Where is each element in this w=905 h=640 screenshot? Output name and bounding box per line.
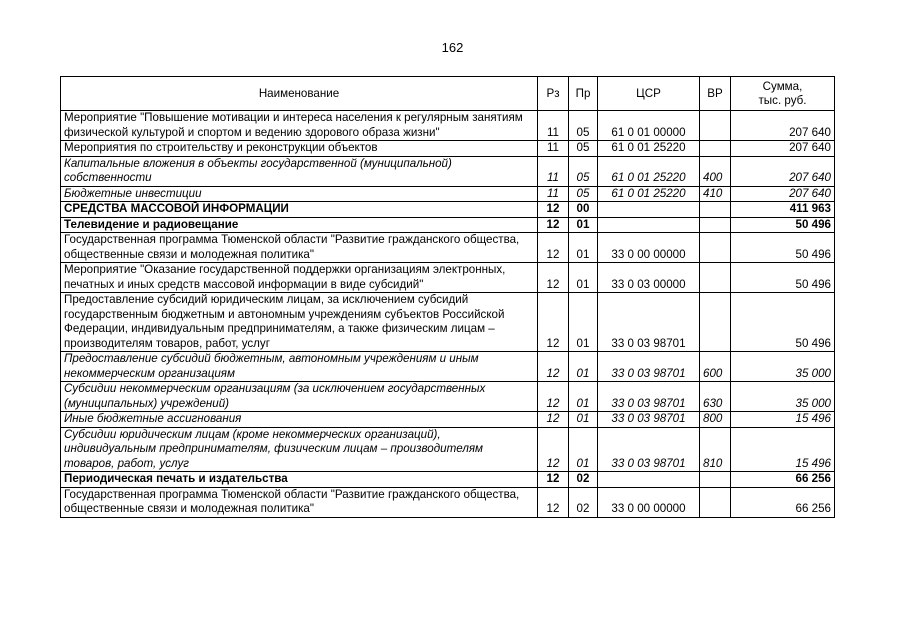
cell-name: Субсидии юридическим лицам (кроме некоммерческих организаций), индивидуальным предпринимателям, физическим лицам – производителям товаров, работ, услуг <box>61 427 538 472</box>
cell-rz: 12 <box>538 412 569 428</box>
cell-name: Бюджетные инвестиции <box>61 186 538 202</box>
table-row <box>61 186 835 202</box>
cell-pr: 00 <box>569 202 598 218</box>
cell-amount: 35 000 <box>731 382 835 412</box>
table-row <box>61 202 835 218</box>
cell-rz: 12 <box>538 217 569 233</box>
cell-vr <box>700 141 731 157</box>
header-vr: ВР <box>700 77 731 111</box>
cell-name: Государственная программа Тюменской области "Развитие гражданского общества, общественные связи и молодежная политика" <box>61 233 538 263</box>
cell-vr <box>700 111 731 141</box>
cell-name: Субсидии некоммерческим организациям (за исключением государственных (муниципальных) учреждений) <box>61 382 538 412</box>
cell-rz: 12 <box>538 263 569 293</box>
cell-csr: 33 0 03 98701 <box>598 293 700 352</box>
table-row <box>61 217 835 233</box>
cell-amount: 207 640 <box>731 111 835 141</box>
table-row <box>61 293 835 352</box>
cell-csr: 61 0 01 00000 <box>598 111 700 141</box>
cell-csr: 33 0 03 00000 <box>598 263 700 293</box>
cell-name: Капитальные вложения в объекты государственной (муниципальной) собственности <box>61 156 538 186</box>
cell-csr <box>598 472 700 488</box>
table-row <box>61 233 835 263</box>
cell-pr: 05 <box>569 141 598 157</box>
cell-pr: 01 <box>569 412 598 428</box>
table-row <box>61 156 835 186</box>
cell-csr: 61 0 01 25220 <box>598 186 700 202</box>
cell-amount: 15 496 <box>731 412 835 428</box>
cell-amount: 50 496 <box>731 233 835 263</box>
cell-rz: 11 <box>538 186 569 202</box>
cell-rz: 11 <box>538 141 569 157</box>
cell-vr <box>700 233 731 263</box>
cell-name: Предоставление субсидий бюджетным, автономным учреждениям и иным некоммерческим организациям <box>61 352 538 382</box>
page-number: 162 <box>441 40 464 55</box>
cell-csr: 61 0 01 25220 <box>598 141 700 157</box>
cell-amount: 207 640 <box>731 141 835 157</box>
cell-csr: 33 0 00 00000 <box>598 233 700 263</box>
cell-name: Телевидение и радиовещание <box>61 217 538 233</box>
cell-rz: 12 <box>538 472 569 488</box>
cell-pr: 01 <box>569 233 598 263</box>
cell-rz: 12 <box>538 352 569 382</box>
budget-table <box>60 76 835 518</box>
cell-amount: 66 256 <box>731 487 835 517</box>
cell-name: Государственная программа Тюменской области "Развитие гражданского общества, общественные связи и молодежная политика" <box>61 487 538 517</box>
cell-pr: 05 <box>569 186 598 202</box>
header-rz: Рз <box>538 77 569 111</box>
table-row <box>61 412 835 428</box>
cell-name: Иные бюджетные ассигнования <box>61 412 538 428</box>
cell-csr <box>598 217 700 233</box>
table-row <box>61 382 835 412</box>
cell-amount: 50 496 <box>731 293 835 352</box>
cell-vr: 600 <box>700 352 731 382</box>
cell-csr <box>598 202 700 218</box>
cell-pr: 01 <box>569 217 598 233</box>
cell-pr: 05 <box>569 111 598 141</box>
table-row <box>61 487 835 517</box>
cell-name: Мероприятия по строительству и реконструкции объектов <box>61 141 538 157</box>
table-header-row <box>61 77 835 111</box>
cell-vr: 410 <box>700 186 731 202</box>
cell-amount: 207 640 <box>731 186 835 202</box>
header-amount: Сумма, тыс. руб. <box>731 77 835 111</box>
table-row <box>61 111 835 141</box>
cell-amount: 207 640 <box>731 156 835 186</box>
cell-csr: 33 0 03 98701 <box>598 412 700 428</box>
cell-rz: 12 <box>538 293 569 352</box>
table-row <box>61 141 835 157</box>
cell-csr: 33 0 03 98701 <box>598 427 700 472</box>
cell-csr: 33 0 00 00000 <box>598 487 700 517</box>
header-name: Наименование <box>61 77 538 111</box>
cell-rz: 12 <box>538 382 569 412</box>
header-pr: Пр <box>569 77 598 111</box>
cell-pr: 02 <box>569 487 598 517</box>
cell-vr <box>700 293 731 352</box>
cell-pr: 01 <box>569 263 598 293</box>
cell-vr <box>700 263 731 293</box>
cell-amount: 411 963 <box>731 202 835 218</box>
header-csr: ЦСР <box>598 77 700 111</box>
cell-rz: 12 <box>538 427 569 472</box>
table-row <box>61 263 835 293</box>
cell-name: Мероприятие "Повышение мотивации и интереса населения к регулярным занятиям физической культурой и спортом и ведению здорового образа жизни" <box>61 111 538 141</box>
cell-csr: 33 0 03 98701 <box>598 352 700 382</box>
cell-rz: 12 <box>538 487 569 517</box>
cell-vr: 810 <box>700 427 731 472</box>
cell-pr: 05 <box>569 156 598 186</box>
cell-pr: 01 <box>569 293 598 352</box>
cell-vr <box>700 472 731 488</box>
cell-rz: 12 <box>538 233 569 263</box>
cell-pr: 01 <box>569 382 598 412</box>
cell-amount: 50 496 <box>731 263 835 293</box>
cell-amount: 50 496 <box>731 217 835 233</box>
cell-pr: 01 <box>569 352 598 382</box>
table-row <box>61 472 835 488</box>
cell-name: Предоставление субсидий юридическим лицам, за исключением субсидий государственным бюджетным и автономным учреждениям субъектов Российской Федерации, индивидуальным предпринимателям, а также физическим лицам – производителям товаров, работ, услуг <box>61 293 538 352</box>
cell-vr: 630 <box>700 382 731 412</box>
cell-vr <box>700 202 731 218</box>
cell-name: Мероприятие "Оказание государственной поддержки организациям электронных, печатных и иных средств массовой информации в виде субсидий" <box>61 263 538 293</box>
cell-vr <box>700 487 731 517</box>
cell-rz: 11 <box>538 111 569 141</box>
cell-pr: 01 <box>569 427 598 472</box>
cell-amount: 15 496 <box>731 427 835 472</box>
cell-csr: 61 0 01 25220 <box>598 156 700 186</box>
cell-amount: 66 256 <box>731 472 835 488</box>
cell-amount: 35 000 <box>731 352 835 382</box>
cell-vr: 800 <box>700 412 731 428</box>
cell-name: Периодическая печать и издательства <box>61 472 538 488</box>
cell-csr: 33 0 03 98701 <box>598 382 700 412</box>
cell-vr <box>700 217 731 233</box>
table-row <box>61 352 835 382</box>
cell-rz: 11 <box>538 156 569 186</box>
cell-name: СРЕДСТВА МАССОВОЙ ИНФОРМАЦИИ <box>61 202 538 218</box>
cell-vr: 400 <box>700 156 731 186</box>
table-row <box>61 427 835 472</box>
cell-rz: 12 <box>538 202 569 218</box>
cell-pr: 02 <box>569 472 598 488</box>
